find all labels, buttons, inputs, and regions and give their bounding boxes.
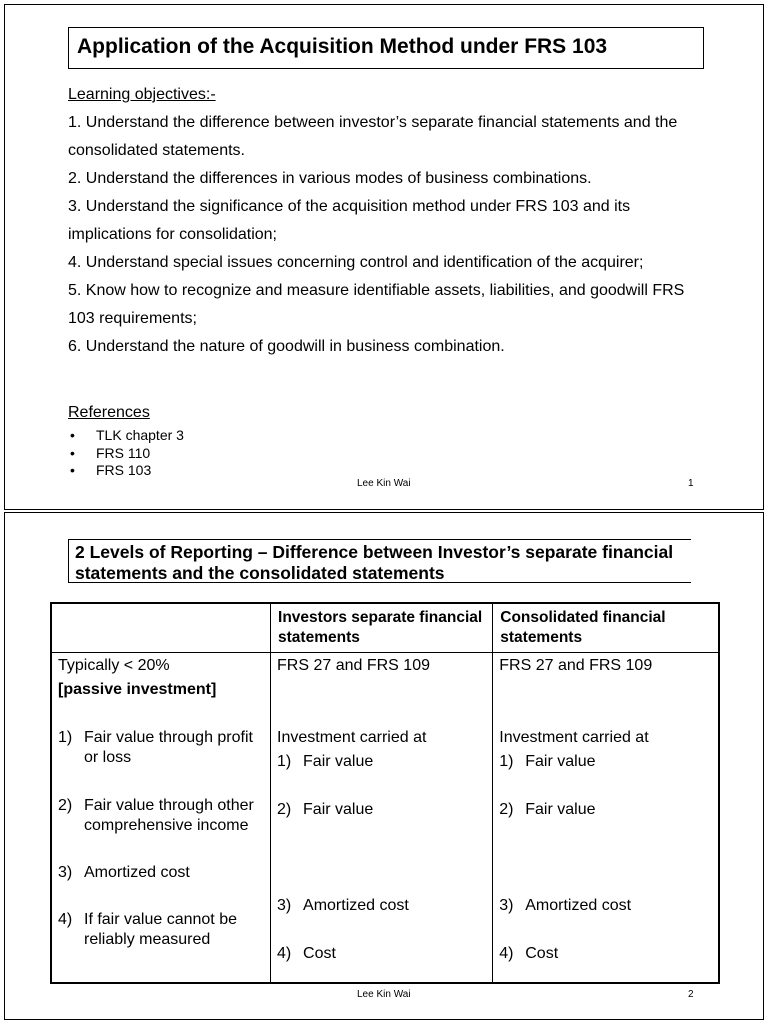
table-header-separate: Investors separate financial statements: [271, 603, 493, 653]
list-item: 2) Fair value through other comprehensive income: [58, 797, 254, 834]
list-item: 2) Fair value: [499, 801, 596, 818]
reference-item: • FRS 103: [68, 462, 184, 480]
comparison-table: [50, 602, 720, 984]
objective-item: 6. Understand the nature of goodwill in business combination.: [68, 338, 505, 355]
carried-label: Investment carried at: [277, 729, 427, 746]
page-number: 1: [688, 478, 694, 489]
table-row: [51, 653, 719, 984]
list-item: 2) Fair value: [277, 801, 374, 818]
standard-label: FRS 27 and FRS 109: [499, 657, 653, 674]
references-heading: References: [68, 404, 150, 421]
standard-label: FRS 27 and FRS 109: [277, 657, 430, 674]
category-type: [passive investment]: [58, 681, 217, 698]
slide-title-box: [68, 539, 691, 583]
list-item: 1) Fair value through profit or loss: [58, 729, 253, 766]
page-number: 2: [688, 989, 694, 1000]
slide-1: [4, 4, 764, 510]
slide-2: [4, 512, 764, 1020]
reference-item: • FRS 110: [68, 445, 184, 463]
category-threshold: Typically < 20%: [58, 657, 170, 674]
learning-objectives: [68, 81, 708, 361]
list-item: 1) Fair value: [277, 753, 374, 770]
table-cell-separate: [271, 653, 493, 984]
table-header-consolidated: Consolidated financial statements: [493, 603, 719, 653]
objective-item: 3. Understand the significance of the acquisition method under FRS 103 and its implications for consolidation;: [68, 198, 631, 243]
slide-title-box: [68, 27, 704, 69]
list-item: 3) Amortized cost: [277, 897, 409, 914]
reference-item: • TLK chapter 3: [68, 427, 184, 445]
list-item: 4) Cost: [277, 945, 336, 962]
references-section: [68, 403, 184, 480]
table-header-empty: [51, 603, 271, 653]
footer-author: Lee Kin Wai: [357, 989, 411, 1000]
table-cell-consolidated: [493, 653, 719, 984]
list-item: 4) Cost: [499, 945, 559, 962]
list-item: 1) Fair value: [499, 753, 596, 770]
objective-item: 4. Understand special issues concerning control and identification of the acquirer;: [68, 254, 644, 271]
objectives-heading: Learning objectives:-: [68, 86, 216, 103]
slide-title: 2 Levels of Reporting – Difference between Investor’s separate financial statements and the consolidated statements: [75, 542, 674, 583]
objective-item: 5. Know how to recognize and measure identifiable assets, liabilities, and goodwill FRS 103 requirements;: [68, 282, 685, 327]
list-item: 4) If fair value cannot be reliably measured: [58, 911, 237, 948]
footer-author: Lee Kin Wai: [357, 478, 411, 489]
list-item: 3) Amortized cost: [58, 864, 190, 881]
references-list: [68, 427, 184, 480]
table-cell-category: [51, 653, 271, 984]
table-header-row: [51, 603, 719, 653]
carried-label: Investment carried at: [499, 729, 649, 746]
list-item: 3) Amortized cost: [499, 897, 632, 914]
slide-title: Application of the Acquisition Method under FRS 103: [77, 35, 608, 58]
objective-item: 1. Understand the difference between investor’s separate financial statements and the consolidated statements.: [68, 114, 678, 159]
objective-item: 2. Understand the differences in various modes of business combinations.: [68, 170, 592, 187]
